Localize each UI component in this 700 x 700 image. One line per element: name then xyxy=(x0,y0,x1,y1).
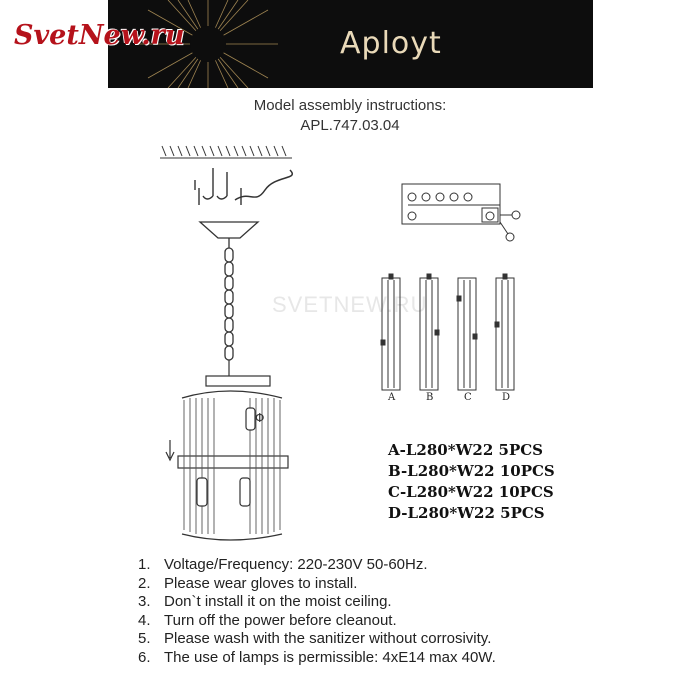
model-number: APL.747.03.04 xyxy=(300,117,400,134)
chandelier-body xyxy=(178,360,288,540)
rod-label-a: A xyxy=(388,392,396,403)
crystal-rod-b xyxy=(420,274,439,390)
instruction-number: 1. xyxy=(138,556,151,573)
watermark: SVETNEW.RU xyxy=(272,292,428,317)
instruction-item xyxy=(138,575,496,594)
rod-label-b: B xyxy=(426,392,434,403)
crystal-rod-a xyxy=(381,274,400,390)
rod-label-c: C xyxy=(464,392,472,403)
instructions-list xyxy=(138,556,496,667)
instruction-item xyxy=(138,612,496,631)
instruction-text: Please wear gloves to install. xyxy=(164,574,358,592)
phase-symbol: Φ xyxy=(255,411,265,425)
instruction-number: 3. xyxy=(138,593,151,610)
wiring-diagram xyxy=(402,184,520,241)
instruction-text: Turn off the power before cleanout. xyxy=(164,611,397,629)
instruction-item xyxy=(138,556,496,575)
instruction-number: 6. xyxy=(138,648,151,666)
instruction-text: Please wash with the sanitizer without corrosivity. xyxy=(164,630,492,647)
crystal-rod-c xyxy=(457,278,477,390)
store-logo[interactable]: SvetNew.ru xyxy=(14,20,185,51)
instruction-number: 2. xyxy=(138,574,151,592)
instruction-text: Voltage/Frequency: 220-230V 50-60Hz. xyxy=(164,556,428,573)
chain xyxy=(225,248,233,360)
brand-name: Aployt xyxy=(340,26,442,61)
instruction-number: 4. xyxy=(138,611,151,629)
instruction-item xyxy=(138,593,496,612)
part-b: B-L280*W22 10PCS xyxy=(388,462,555,480)
crystal-rod-d xyxy=(495,274,514,390)
power-wire xyxy=(235,170,292,200)
arrow-down-icon xyxy=(166,440,174,460)
mounting-hooks-icon xyxy=(195,168,241,205)
instruction-number: 5. xyxy=(138,630,151,647)
ceiling-icon xyxy=(160,146,292,158)
instruction-item xyxy=(138,630,496,649)
part-c: C-L280*W22 10PCS xyxy=(388,483,554,501)
instruction-text: Don`t install it on the moist ceiling. xyxy=(164,593,392,610)
canopy xyxy=(200,222,258,238)
part-d: D-L280*W22 5PCS xyxy=(388,504,545,522)
title-line: Model assembly instructions: xyxy=(253,97,447,114)
instruction-text: The use of lamps is permissible: 4xE14 max 40W. xyxy=(164,648,496,666)
instruction-item xyxy=(138,649,496,668)
rod-label-d: D xyxy=(502,392,511,403)
part-a: A-L280*W22 5PCS xyxy=(388,441,543,459)
parts-list xyxy=(388,440,555,524)
